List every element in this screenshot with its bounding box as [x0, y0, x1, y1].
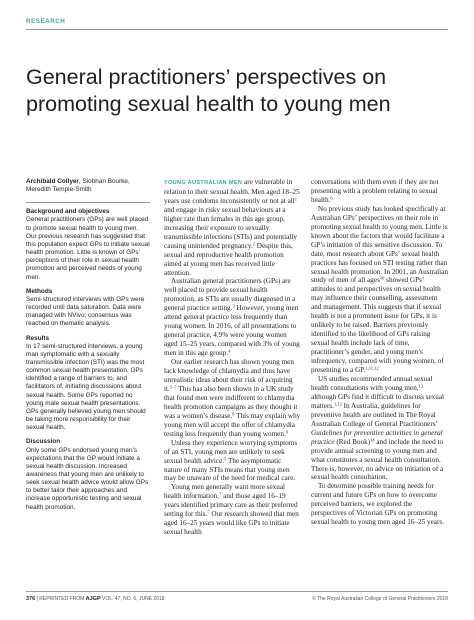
abstract-heading: Background and objectives	[26, 208, 110, 216]
authors	[26, 178, 150, 194]
lead-author: Archibald Collyer	[26, 178, 79, 185]
section-label: RESEARCH	[26, 18, 66, 25]
body-paragraph: conversations with them even if they are not presenting with a problem relating to sexual health.$^6$	[311, 178, 439, 204]
abstract-heading: Results	[26, 334, 50, 342]
body-column-middle	[164, 178, 301, 537]
body-paragraph: US studies recommended annual sexual health consultations with young men,$^{13}$ although GPs find it difficult to discuss sexual matters.$^{1,12}$ In Australia, guidelines for preventive health are outlined in The Royal Australian College of General Practitioners’ Guidelines for preventive activities in general practice (Red Book)$^{14}$ and include the need to provide annual screening to young men and what constitutes a sexual health consultation. There is, however, no advice on initiation of a sexual health consultation.	[311, 374, 445, 482]
abstract-background	[26, 208, 150, 281]
journal-name: AJGP	[85, 596, 101, 602]
footer-left: 376 | REPRINTED FROM AJGP VOL. 47, NO. 6, JUNE 2018	[26, 596, 165, 602]
body-column-right	[311, 178, 448, 527]
abstract-heading: Discussion	[26, 438, 61, 446]
article-title: General practitioners’ perspectives on promoting sexual health to young men	[26, 65, 391, 116]
body-paragraph: To determine possible training needs for current and future GPs on how to overcome perceived barriers, we explored the perspectives of Victorian GPs on promoting sexual health to young men aged 16–25 years.	[311, 482, 444, 527]
abstract-methods	[26, 288, 150, 329]
body-paragraph: YOUNG AUSTRALIAN MEN are vulnerable in relation to their sexual health. Men aged 18–25 years use condoms inconsistently or not at all$^1$ and engage in risky sexual behaviours at a higher rate than females in this age group, increasing their exposure to sexually transmissible infections (STIs) and potentially causing unintended pregnancy.$^2$ Despite this, sexual and reproductive health promotion aimed at young men has received little attention.	[164, 178, 300, 277]
body-paragraph: No previous study has looked specifically at Australian GPs’ perspectives on their role in promoting sexual health to young men. Little is known about the factors that would facilitate a GP’s initiation of this sensitive discussion. To date, most research about GPs’ sexual health practices has focused on STI testing rather than sexual health promotion. In 2001, an Australian study of men of all ages$^{10}$ showed GPs’ attitudes to and perspectives on sexual health may influence their counselling, assessment and management. This suggests that if sexual health is not a prominent issue for GPs, it is unlikely to be raised. Barriers previously identified to the likelihood of GPs raising sexual health include lack of time, practitioner’s gender, and young men’s infrequency, compared with young women, of presenting to a GP.$^{1,11,12}$	[311, 204, 448, 375]
abstract-text: In 17 semi-structured interviews, a young man symptomatic with a sexually transmissible infection (STI) was the most common sexual health presentation. GPs identified a range of barriers to, and facilitators of, initiating discussions about sexual health. Some GPs reported no young male sexual health presentations. GPs generally believed young men should be taking more responsibility for their sexual health.	[26, 342, 146, 432]
abstract-text: Semi-structured interviews with GPs were recorded until data saturation. Data were managed with NVivo; consensus was reached on thematic analysis.	[26, 295, 145, 328]
abstract-text: Only some GPs endorsed young men’s expectations that the GP would initiate a sexual health discussion. Increased awareness that young men are unlikely to seek sexual health advice would allow GPs to better tailor their approaches and increase opportunistic testing and sexual health promotion.	[26, 446, 149, 511]
lead-in: YOUNG AUSTRALIAN MEN	[164, 180, 243, 186]
journal-issue: VOL. 47, NO. 6, JUNE 2018	[100, 596, 165, 602]
body-paragraph: Unless they experience worrying symptoms of an STI, young men are unlikely to seek sexual health advice.$^5$ The asymptomatic nature of many STIs means that young men may be unaware of the need for medical care.	[164, 438, 298, 483]
body-paragraph: Australian general practitioners (GPs) are well placed to provide sexual health promotion, as STIs are usually diagnosed in a general practice setting.$^3$ However, young men attend general practice less frequently than young women. In 2016, of all presentations to general practice, 4.9% were young women aged 15–25 years, compared with 3% of young men in this age group.$^4$	[164, 277, 300, 358]
top-divider	[26, 29, 448, 30]
abstract-text: General practitioners (GPs) are well placed to promote sexual health to young men. Our previous research has suggested that this population expect GPs to initiate sexual health promotion. Little is known of GPs’ perceptions of their role in sexual health promotion and perceived needs of young men.	[26, 216, 150, 281]
abstract-discussion	[26, 438, 150, 511]
abstract-column	[26, 178, 150, 518]
abstract-heading: Methods	[26, 287, 53, 295]
body-paragraph: Our earlier research has shown young men lack knowledge of chlamydia and thus have unrealistic ideas about their risk of acquiring it.$^{5-7}$ This has also been shown in a UK study that found men were indifferent to chlamydia health promotion campaigns as they thought it was a women’s disease.$^8$ This may explain why young men will accept the offer of chlamydia testing less frequently than young women.$^9$	[164, 358, 301, 438]
footer-divider	[26, 591, 448, 592]
co-authors: , Siobhan Bourke, Meredith Temple-Smith	[26, 178, 130, 194]
abstract-results	[26, 335, 150, 433]
body-paragraph: Young men generally want more sexual health information,$^7$ and those aged 16–19 years identified primary care as their preferred setting for this.$^7$ Our research showed that men aged 16–25 years would like GPs to initiate sexual health	[164, 483, 299, 537]
page-number: 376	[26, 596, 36, 602]
copyright: © The Royal Australian College of General Practitioners 2018	[312, 596, 448, 602]
abstract-divider	[26, 202, 150, 203]
